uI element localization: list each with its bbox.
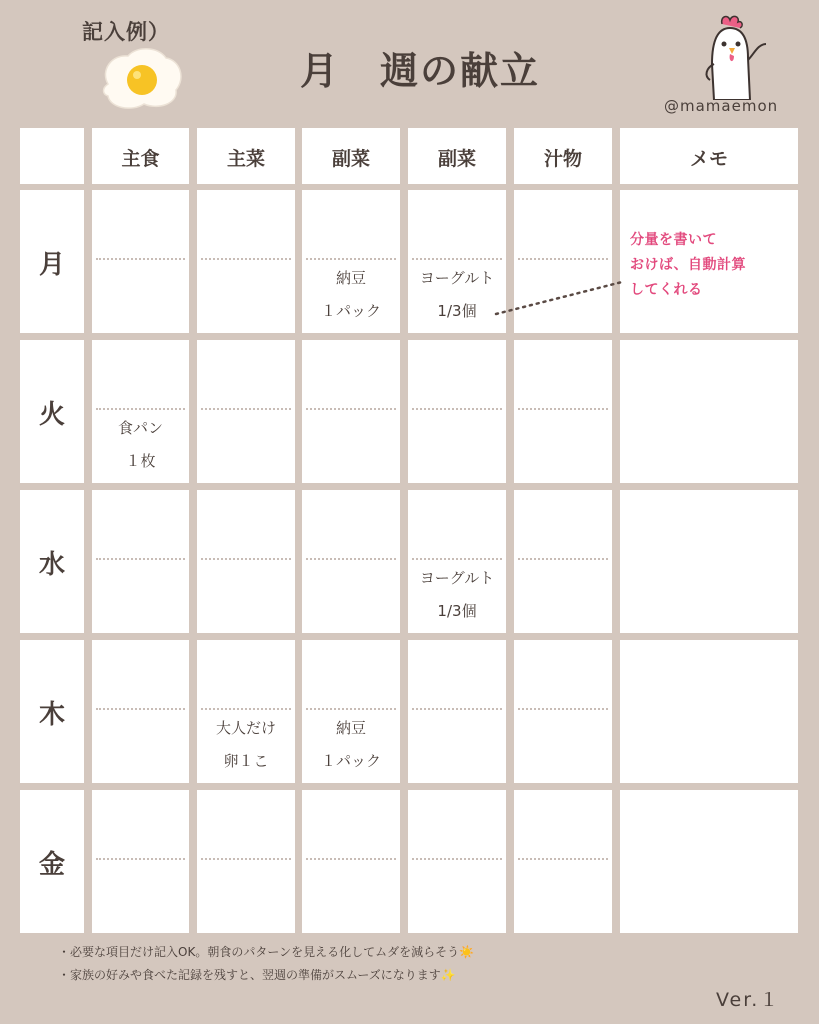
- dotted-divider: [96, 858, 185, 860]
- dotted-divider: [306, 258, 396, 260]
- column-header: 主食: [121, 148, 160, 170]
- day-cell-mon: [20, 190, 84, 333]
- entry-line-1: 納豆: [335, 269, 366, 287]
- meal-cell-thu-side2[interactable]: [408, 640, 506, 783]
- entry-line-2: １パック: [320, 752, 381, 770]
- entry-line-1: 食パン: [117, 419, 163, 437]
- meal-cell-thu-soup[interactable]: [514, 640, 612, 783]
- entry-line-1: ヨーグルト: [419, 269, 495, 287]
- dotted-divider: [96, 708, 185, 710]
- column-header: 汁物: [543, 148, 582, 170]
- dotted-divider: [306, 858, 396, 860]
- meal-cell-mon-memo[interactable]: [620, 190, 798, 333]
- meal-cell-thu-side1[interactable]: [302, 640, 400, 783]
- header-corner-cell: [20, 128, 84, 184]
- dotted-divider: [412, 708, 502, 710]
- day-label: 金: [38, 850, 65, 880]
- meal-cell-fri-memo[interactable]: [620, 790, 798, 933]
- column-header: 主菜: [226, 148, 265, 170]
- page-title: 月 週の献立: [300, 49, 541, 93]
- entry-line-1: ヨーグルト: [419, 569, 495, 587]
- meal-cell-tue-side1[interactable]: [302, 340, 400, 483]
- meal-cell-wed-side1[interactable]: [302, 490, 400, 633]
- entry-line-1: 納豆: [335, 719, 366, 737]
- version-label: Ver.１: [716, 989, 781, 1011]
- header-cell-memo: [620, 128, 798, 184]
- column-header: 副菜: [437, 148, 476, 170]
- day-cell-tue: [20, 340, 84, 483]
- meal-cell-mon-side1[interactable]: [302, 190, 400, 333]
- meal-cell-fri-soup[interactable]: [514, 790, 612, 933]
- meal-cell-mon-main[interactable]: [197, 190, 295, 333]
- dotted-divider: [201, 708, 291, 710]
- dotted-divider: [306, 408, 396, 410]
- memo-note: 分量を書いて おけば、自動計算 してくれる: [630, 232, 746, 298]
- meal-cell-wed-staple[interactable]: [92, 490, 189, 633]
- meal-cell-mon-soup[interactable]: [514, 190, 612, 333]
- dotted-divider: [518, 258, 608, 260]
- day-cell-thu: [20, 640, 84, 783]
- entry-line-2: 1/3個: [437, 602, 477, 620]
- meal-cell-tue-side2[interactable]: [408, 340, 506, 483]
- dotted-divider: [201, 858, 291, 860]
- entry-line-2: １パック: [320, 302, 381, 320]
- meal-cell-thu-staple[interactable]: [92, 640, 189, 783]
- dotted-divider: [96, 408, 185, 410]
- meal-cell-tue-main[interactable]: [197, 340, 295, 483]
- day-cell-fri: [20, 790, 84, 933]
- dotted-divider: [518, 558, 608, 560]
- day-label: 水: [38, 550, 65, 580]
- example-label: 記入例）: [82, 20, 170, 44]
- meal-cell-mon-staple[interactable]: [92, 190, 189, 333]
- meal-cell-thu-main[interactable]: [197, 640, 295, 783]
- entry-line-1: 大人だけ: [215, 719, 276, 737]
- meal-cell-thu-memo[interactable]: [620, 640, 798, 783]
- chicken-mascot-icon: [696, 14, 772, 100]
- meal-cell-tue-memo[interactable]: [620, 340, 798, 483]
- meal-cell-fri-side2[interactable]: [408, 790, 506, 933]
- meal-cell-fri-main[interactable]: [197, 790, 295, 933]
- dotted-divider: [412, 408, 502, 410]
- meal-cell-wed-side2[interactable]: [408, 490, 506, 633]
- dotted-divider: [201, 258, 291, 260]
- meal-cell-fri-staple[interactable]: [92, 790, 189, 933]
- header-cell-side2: [408, 128, 506, 184]
- dotted-divider: [412, 558, 502, 560]
- dotted-divider: [412, 258, 502, 260]
- day-label: 火: [38, 400, 65, 430]
- column-header: 副菜: [331, 148, 370, 170]
- dotted-divider: [96, 258, 185, 260]
- column-header: メモ: [689, 148, 728, 170]
- day-label: 木: [38, 700, 65, 730]
- header-cell-staple: [92, 128, 189, 184]
- header-cell-side1: [302, 128, 400, 184]
- dotted-divider: [201, 558, 291, 560]
- meal-cell-wed-soup[interactable]: [514, 490, 612, 633]
- dotted-divider: [201, 408, 291, 410]
- header-cell-soup: [514, 128, 612, 184]
- dotted-divider: [518, 408, 608, 410]
- dotted-divider: [96, 558, 185, 560]
- entry-line-2: 1/3個: [437, 302, 477, 320]
- dotted-divider: [412, 858, 502, 860]
- footnote-2: ・家族の好みや食べた記録を残すと、翌週の準備がスムーズになります✨: [58, 968, 456, 982]
- fried-egg-icon: [96, 44, 186, 112]
- dotted-divider: [306, 708, 396, 710]
- dotted-divider: [518, 708, 608, 710]
- dotted-divider: [306, 558, 396, 560]
- day-cell-wed: [20, 490, 84, 633]
- meal-cell-tue-soup[interactable]: [514, 340, 612, 483]
- header-cell-main: [197, 128, 295, 184]
- dotted-divider: [518, 858, 608, 860]
- entry-line-2: 卵１こ: [223, 752, 269, 770]
- meal-cell-wed-main[interactable]: [197, 490, 295, 633]
- day-label: 月: [38, 250, 65, 280]
- meal-cell-mon-side2[interactable]: [408, 190, 506, 333]
- entry-line-2: １枚: [125, 452, 156, 470]
- author-handle: @mamaemon: [664, 97, 779, 115]
- meal-cell-wed-memo[interactable]: [620, 490, 798, 633]
- footnote-1: ・必要な項目だけ記入OK。朝食のパターンを見える化してムダを減らそう☀️: [58, 945, 475, 959]
- meal-cell-tue-staple[interactable]: [92, 340, 189, 483]
- meal-cell-fri-side1[interactable]: [302, 790, 400, 933]
